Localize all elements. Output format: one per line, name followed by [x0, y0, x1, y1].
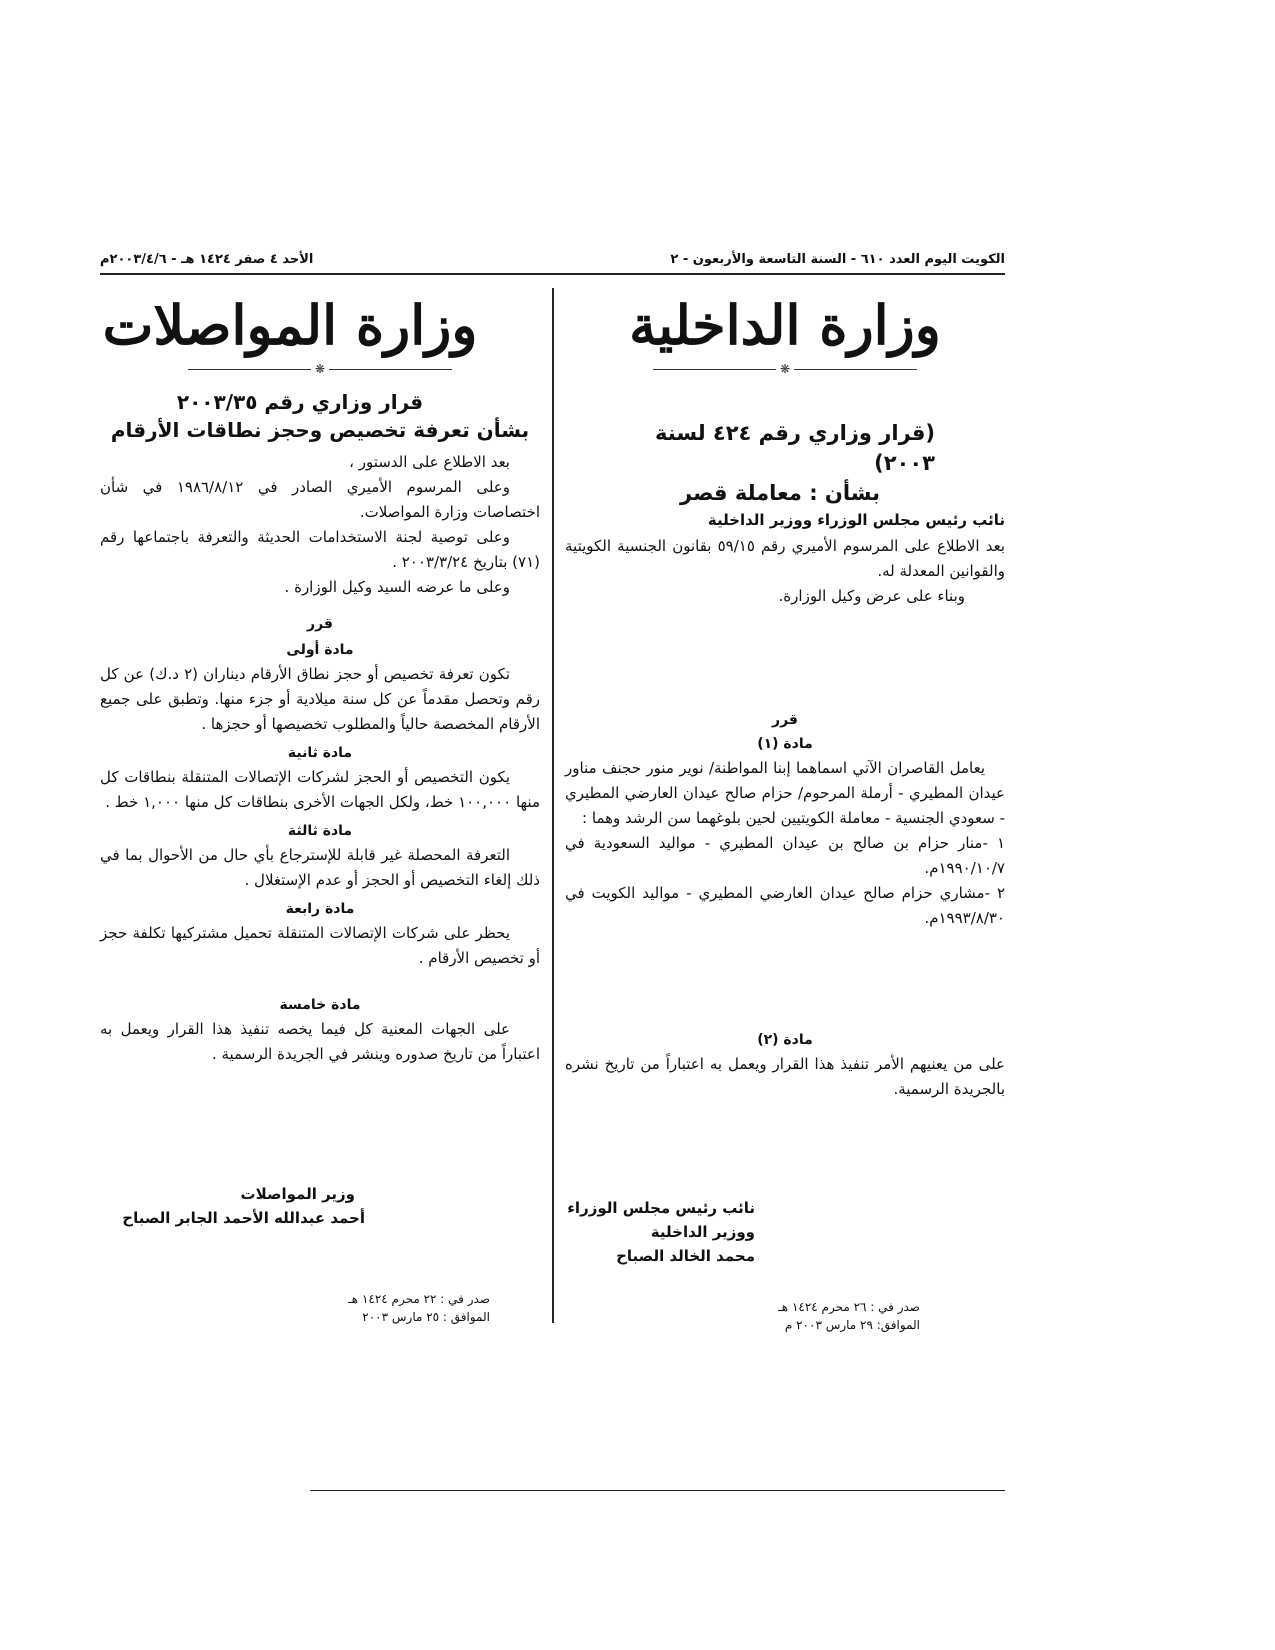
- interior-subject: بشأن : معاملة قصر: [680, 481, 880, 505]
- page-header-date: الأحد ٤ صفر ١٤٢٤ هـ - ٢٠٠٣/٤/٦م: [100, 252, 314, 267]
- interior-signature-title-1: نائب رئيس مجلس الوزراء: [567, 1199, 755, 1217]
- interior-column: [565, 290, 1005, 1332]
- ornament-icon: ❋: [311, 362, 329, 376]
- column-divider: [552, 288, 554, 1323]
- interior-article2-heading: مادة (٢): [757, 1032, 813, 1048]
- communications-issued-hijri: صدر في : ٢٢ محرم ١٤٢٤ هـ: [348, 1292, 490, 1306]
- interior-article1-heading: مادة (١): [757, 736, 813, 752]
- article-1-text: تكون تعرفة تخصيص أو حجز نطاق الأرقام ديناران (٢ د.ك) عن كل رقم وتحصل مقدماً عن كل سنة ميلادية أو جزء منها. وتطبق على جميع الأرقام المخصصة حالياً والمطلوب تخصيصها أو حجزها .: [100, 665, 540, 733]
- interior-article1-text: يعامل القاصران الآتي اسماهما إبنا المواطنة/ نوير منور حجنف مناور عيدان المطيري - أرملة المرحوم/ حزام صالح عيدان العارضي المطيري - سعودي الجنسية - معاملة الكويتيين لحين بلوغهما سن الرشد وهما :: [565, 759, 1005, 827]
- communications-signature-title: وزير المواصلات: [240, 1185, 355, 1203]
- article-2-heading: مادة ثانية: [287, 745, 353, 761]
- communications-issued-gregorian: الموافق : ٢٥ مارس ٢٠٠٣: [362, 1310, 490, 1324]
- interior-minor-1: ١ -منار حزام بن صالح بن عيدان المطيري - مواليد السعودية في ١٩٩٠/١٠/٧م.: [565, 834, 1005, 877]
- communications-column: [100, 290, 540, 1324]
- communications-ornament: [100, 362, 540, 376]
- footer-rule: [310, 1490, 1005, 1491]
- interior-issued-gregorian: الموافق: ٢٩ مارس ٢٠٠٣ م: [784, 1318, 920, 1332]
- communications-preamble-4: وعلى ما عرضه السيد وكيل الوزارة .: [284, 578, 510, 596]
- interior-minor-2: ٢ -مشاري حزام صالح عيدان العارضي المطيري - مواليد الكويت في ١٩٩٣/٨/٣٠م.: [565, 884, 1005, 927]
- article-5-heading: مادة خامسة: [279, 997, 361, 1013]
- interior-ministry-banner: وزارة الداخلية: [629, 293, 941, 357]
- article-3-text: التعرفة المحصلة غير قابلة للإسترجاع بأي حال من الأحوال بما في ذلك إلغاء التخصيص أو الحجز أو عدم الإستغلال .: [100, 846, 540, 889]
- communications-preamble-1: بعد الاطلاع على الدستور ،: [349, 453, 510, 471]
- page-header-issue: الكويت اليوم العدد ٦١٠ - السنة التاسعة والأربعون - ٢: [670, 252, 1005, 267]
- interior-decision-title: (قرار وزاري رقم ٤٢٤ لسنة ٢٠٠٣): [655, 421, 935, 475]
- interior-preamble-1: بعد الاطلاع على المرسوم الأميري رقم ٥٩/١٥ بقانون الجنسية الكويتية والقوانين المعدلة له.: [565, 537, 1005, 580]
- article-1-heading: مادة أولى: [286, 642, 354, 658]
- article-4-heading: مادة رابعة: [285, 901, 355, 917]
- article-2-text: يكون التخصيص أو الحجز لشركات الإتصالات المتنقلة بنطاقات كل منها ١٠٠,٠٠٠ خط، ولكل الجهات الأخرى بنطاقات كل منها ١,٠٠٠ خط .: [100, 768, 540, 811]
- communications-decided: قرر: [307, 616, 333, 632]
- interior-issued-hijri: صدر في : ٢٦ محرم ١٤٢٤ هـ: [778, 1300, 920, 1314]
- interior-issuer: نائب رئيس مجلس الوزراء ووزير الداخلية: [707, 511, 1005, 529]
- interior-article2-text: على من يعنيهم الأمر تنفيذ هذا القرار ويعمل به اعتباراً من تاريخ نشره بالجريدة الرسمية.: [565, 1055, 1005, 1098]
- communications-decision-title: قرار وزاري رقم ٢٠٠٣/٣٥: [176, 390, 424, 414]
- interior-ornament: [565, 362, 1005, 376]
- communications-preamble-3: وعلى توصية لجنة الاستخدامات الحديثة والتعرفة باجتماعها رقم (٧١) بتاريخ ٢٠٠٣/٣/٢٤ .: [100, 528, 540, 571]
- interior-decided: قرر: [772, 712, 798, 728]
- interior-signature-name: محمد الخالد الصباح: [616, 1247, 755, 1265]
- article-4-text: يحظر على شركات الإتصالات المتنقلة تحميل مشتركيها تكلفة حجز أو تخصيص الأرقام .: [100, 924, 540, 967]
- ornament-icon: ❋: [776, 362, 794, 376]
- communications-subject: بشأن تعرفة تخصيص وحجز نطاقات الأرقام: [110, 418, 530, 442]
- communications-preamble-2: وعلى المرسوم الأميري الصادر في ١٩٨٦/٨/١٢ في شأن اختصاصات وزارة المواصلات.: [100, 478, 540, 521]
- interior-signature-title-2: ووزير الداخلية: [650, 1223, 755, 1241]
- header-rule: [100, 273, 1005, 275]
- interior-preamble-2: وبناء على عرض وكيل الوزارة.: [778, 587, 965, 605]
- communications-signature-name: أحمد عبدالله الأحمد الجابر الصباح: [122, 1209, 365, 1227]
- communications-ministry-banner: وزارة المواصلات: [102, 293, 478, 357]
- article-5-text: على الجهات المعنية كل فيما يخصه تنفيذ هذا القرار ويعمل به اعتباراً من تاريخ صدوره وينشر في الجريدة الرسمية .: [100, 1020, 540, 1063]
- article-3-heading: مادة ثالثة: [287, 823, 353, 839]
